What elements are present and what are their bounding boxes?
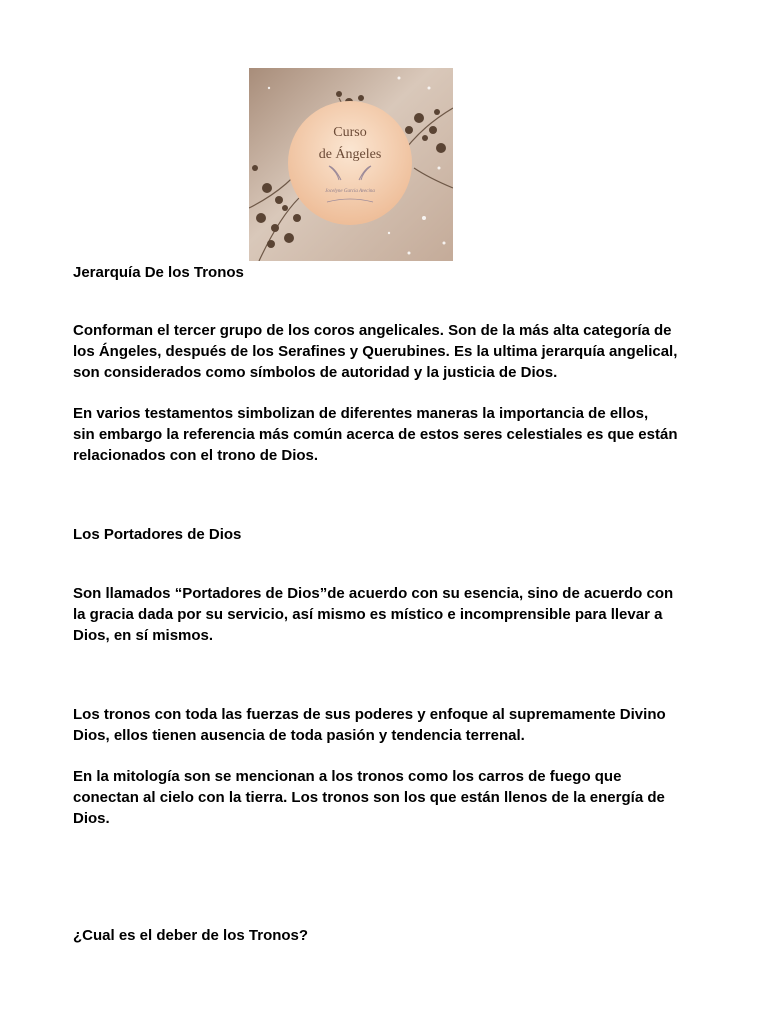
- heading-deber-tronos: ¿Cual es el deber de los Tronos?: [73, 927, 309, 944]
- paragraph-testamentos: [73, 403, 703, 466]
- paragraph-line: sin embargo la referencia más común acerca de estos seres celestiales es que están: [73, 426, 678, 443]
- paragraph-mitologia: [73, 766, 703, 829]
- heading-portadores: Los Portadores de Dios: [73, 526, 242, 543]
- paragraph-line: Conforman el tercer grupo de los coros angelicales. Son de la más alta categoría de: [73, 322, 672, 339]
- paragraph-line: los Ángeles, después de los Serafines y Querubines. Es la ultima jerarquía angelical,: [73, 343, 678, 360]
- cover-title-line2: de Ángeles: [318, 147, 382, 162]
- course-cover-image: [249, 68, 453, 261]
- paragraph-line: Dios, en sí mismos.: [73, 627, 214, 644]
- paragraph-son-llamados: [73, 583, 703, 646]
- paragraph-line: la gracia dada por su servicio, así mismo es místico e incomprensible para llevar a: [73, 606, 663, 623]
- cover-title-line1: Curso: [333, 125, 367, 140]
- paragraph-line: En la mitología son se mencionan a los tronos como los carros de fuego que: [73, 768, 622, 785]
- title-circle: [288, 101, 412, 225]
- paragraph-line: En varios testamentos simbolizan de diferentes maneras la importancia de ellos,: [73, 405, 649, 422]
- paragraph-line: Son llamados “Portadores de Dios”de acuerdo con su esencia, sino de acuerdo con: [73, 585, 674, 602]
- paragraph-line: conectan al cielo con la tierra. Los tronos son los que están llenos de la energía de: [73, 789, 665, 806]
- cover-signature: Jocelyne Garcia Avecina: [325, 189, 375, 194]
- paragraph-line: son considerados como símbolos de autoridad y la justicia de Dios.: [73, 364, 558, 381]
- paragraph-line: Los tronos con toda las fuerzas de sus poderes y enfoque al supremamente Divino: [73, 706, 666, 723]
- paragraph-line: Dios.: [73, 810, 110, 827]
- heading-jerarquia-tronos: Jerarquía De los Tronos: [73, 264, 244, 281]
- paragraph-conforman: [73, 320, 703, 383]
- paragraph-tronos-fuerzas: [73, 704, 703, 746]
- paragraph-line: relacionados con el trono de Dios.: [73, 447, 319, 464]
- paragraph-line: Dios, ellos tienen ausencia de toda pasión y tendencia terrenal.: [73, 727, 525, 744]
